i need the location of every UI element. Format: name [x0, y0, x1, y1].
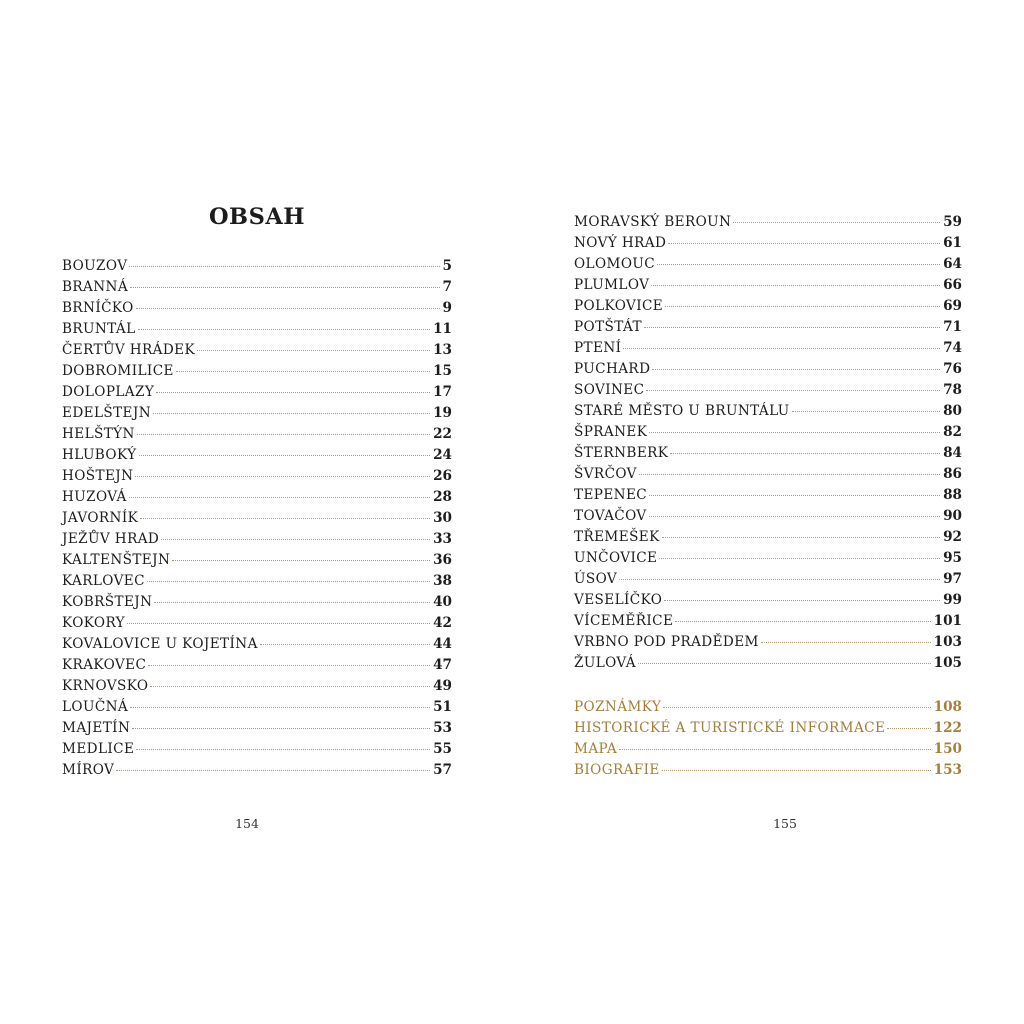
- dot-leader: [761, 642, 931, 643]
- toc-entry-title: KOBRŠTEJN: [62, 594, 153, 610]
- toc-entry-page-number: 95: [943, 550, 962, 566]
- dot-leader: [649, 495, 940, 496]
- dot-leader: [127, 623, 430, 624]
- toc-entry-page-number: 9: [442, 300, 452, 316]
- toc-entry-page-number: 82: [943, 424, 962, 440]
- dot-leader: [148, 665, 430, 666]
- toc-entry[interactable]: [574, 697, 962, 718]
- toc-entry[interactable]: [62, 571, 452, 592]
- toc-entry-title: ŠTERNBERK: [574, 445, 669, 461]
- toc-entry[interactable]: [574, 233, 962, 254]
- toc-entry-page-number: 57: [433, 762, 452, 778]
- toc-entry-title: BRANNÁ: [62, 279, 129, 295]
- toc-entry-title: PUCHARD: [574, 361, 651, 377]
- toc-entry-page-number: 69: [943, 298, 962, 314]
- dot-leader: [153, 413, 430, 414]
- toc-entry-title: BIOGRAFIE: [574, 762, 660, 778]
- dot-leader: [260, 644, 430, 645]
- toc-entry-title: UNČOVICE: [574, 550, 658, 566]
- dot-leader: [154, 602, 430, 603]
- toc-entry[interactable]: [62, 382, 452, 403]
- dot-leader: [139, 455, 431, 456]
- dot-leader: [649, 432, 940, 433]
- dot-leader: [135, 476, 430, 477]
- toc-entry[interactable]: [574, 401, 962, 422]
- toc-entry[interactable]: [62, 718, 452, 739]
- toc-entry-title: VRBNO POD PRADĚDEM: [574, 634, 759, 650]
- toc-entry[interactable]: [574, 485, 962, 506]
- toc-entry-page-number: 15: [433, 363, 452, 379]
- dot-leader: [623, 348, 940, 349]
- toc-entry[interactable]: [574, 296, 962, 317]
- toc-entry-title: HUZOVÁ: [62, 489, 127, 505]
- toc-entry-title: HISTORICKÉ A TURISTICKÉ INFORMACE: [574, 720, 886, 736]
- toc-entry-title: DOBROMILICE: [62, 363, 174, 379]
- toc-entry-title: KRAKOVEC: [62, 657, 147, 673]
- toc-entry-page-number: 71: [943, 319, 962, 335]
- toc-entry[interactable]: [574, 739, 962, 760]
- toc-entry[interactable]: [62, 508, 452, 529]
- toc-entry[interactable]: [574, 380, 962, 401]
- toc-list-appendix: [574, 697, 962, 781]
- toc-entry[interactable]: [574, 254, 962, 275]
- toc-entry-title: POTŠTÁT: [574, 319, 642, 335]
- toc-entry-page-number: 74: [943, 340, 962, 356]
- dot-leader: [662, 770, 931, 771]
- toc-entry-page-number: 92: [943, 529, 962, 545]
- toc-entry-page-number: 105: [933, 655, 962, 671]
- toc-entry-page-number: 59: [943, 214, 962, 230]
- toc-entry[interactable]: [574, 443, 962, 464]
- toc-entry[interactable]: [574, 653, 962, 674]
- dot-leader: [646, 390, 940, 391]
- dot-leader: [619, 749, 931, 750]
- toc-entry[interactable]: [574, 569, 962, 590]
- toc-entry[interactable]: [574, 212, 962, 233]
- toc-entry-page-number: 22: [433, 426, 452, 442]
- toc-entry-title: NOVÝ HRAD: [574, 235, 667, 251]
- toc-entry[interactable]: [62, 466, 452, 487]
- toc-entry-page-number: 103: [933, 634, 962, 650]
- toc-entry-page-number: 122: [933, 720, 962, 736]
- toc-entry-page-number: 64: [943, 256, 962, 272]
- dot-leader: [644, 327, 940, 328]
- toc-entry-page-number: 26: [433, 468, 452, 484]
- page-number-right: 155: [773, 816, 797, 831]
- toc-entry-page-number: 5: [442, 258, 452, 274]
- toc-entry-title: ŠPRANEK: [574, 424, 648, 440]
- toc-entry-page-number: 38: [433, 573, 452, 589]
- toc-entry-page-number: 24: [433, 447, 452, 463]
- toc-entry[interactable]: [62, 697, 452, 718]
- dot-leader: [132, 728, 430, 729]
- toc-entry-title: KARLOVEC: [62, 573, 145, 589]
- toc-entry[interactable]: [62, 319, 452, 340]
- toc-entry-title: MEDLICE: [62, 741, 135, 757]
- dot-leader: [887, 728, 930, 729]
- dot-leader: [657, 264, 940, 265]
- toc-entry-page-number: 76: [943, 361, 962, 377]
- dot-leader: [663, 707, 930, 708]
- toc-entry[interactable]: [62, 676, 452, 697]
- toc-entry-page-number: 30: [433, 510, 452, 526]
- toc-entry-page-number: 11: [433, 321, 452, 337]
- dot-leader: [197, 350, 430, 351]
- toc-entry-title: MORAVSKÝ BEROUN: [574, 214, 732, 230]
- toc-entry-title: HOŠTEJN: [62, 468, 134, 484]
- toc-entry[interactable]: [574, 718, 962, 739]
- dot-leader: [136, 749, 430, 750]
- toc-entry-title: JEŽŮV HRAD: [62, 531, 160, 547]
- toc-entry-title: ČERTŮV HRÁDEK: [62, 342, 196, 358]
- toc-entry-page-number: 80: [943, 403, 962, 419]
- toc-entry[interactable]: [62, 529, 452, 550]
- dot-leader: [733, 222, 940, 223]
- toc-entry-title: DOLOPLAZY: [62, 384, 155, 400]
- toc-entry[interactable]: [574, 548, 962, 569]
- dot-leader: [156, 392, 430, 393]
- toc-entry-title: BOUZOV: [62, 258, 128, 274]
- toc-entry[interactable]: [574, 275, 962, 296]
- toc-entry-title: KOKORY: [62, 615, 126, 631]
- toc-entry[interactable]: [574, 359, 962, 380]
- toc-entry[interactable]: [62, 550, 452, 571]
- toc-entry-page-number: 13: [433, 342, 452, 358]
- toc-entry-title: KALTENŠTEJN: [62, 552, 171, 568]
- toc-entry-page-number: 86: [943, 466, 962, 482]
- dot-leader: [161, 539, 430, 540]
- dot-leader: [649, 516, 940, 517]
- dot-leader: [619, 579, 940, 580]
- toc-entry-title: MÍROV: [62, 762, 115, 778]
- toc-entry[interactable]: [62, 340, 452, 361]
- toc-entry-title: ŽULOVÁ: [574, 655, 636, 671]
- toc-entry-page-number: 88: [943, 487, 962, 503]
- toc-entry-page-number: 51: [433, 699, 452, 715]
- dot-leader: [670, 453, 940, 454]
- toc-entry-page-number: 40: [433, 594, 452, 610]
- dot-leader: [792, 411, 940, 412]
- dot-leader: [129, 497, 430, 498]
- toc-entry-page-number: 53: [433, 720, 452, 736]
- toc-entry[interactable]: [62, 487, 452, 508]
- toc-entry-title: PTENÍ: [574, 340, 622, 356]
- toc-entry-title: MAPA: [574, 741, 618, 757]
- toc-entry-page-number: 55: [433, 741, 452, 757]
- toc-entry-title: MAJETÍN: [62, 720, 131, 736]
- toc-entry-page-number: 108: [933, 699, 962, 715]
- toc-entry[interactable]: [62, 634, 452, 655]
- toc-entry-title: PLUMLOV: [574, 277, 650, 293]
- toc-entry-title: OLOMOUC: [574, 256, 656, 272]
- toc-list-left: [62, 256, 452, 781]
- dot-leader: [130, 707, 430, 708]
- dot-leader: [665, 306, 940, 307]
- dot-leader: [129, 266, 439, 267]
- dot-leader: [137, 434, 430, 435]
- toc-entry-title: STARÉ MĚSTO U BRUNTÁLU: [574, 403, 790, 419]
- dot-leader: [664, 600, 940, 601]
- toc-entry-title: BRUNTÁL: [62, 321, 136, 337]
- toc-entry-page-number: 7: [442, 279, 452, 295]
- dot-leader: [651, 285, 940, 286]
- toc-entry[interactable]: [62, 655, 452, 676]
- toc-entry-title: JAVORNÍK: [62, 510, 139, 526]
- toc-entry-title: ŠVRČOV: [574, 466, 637, 482]
- dot-leader: [116, 770, 430, 771]
- toc-entry-page-number: 36: [433, 552, 452, 568]
- toc-entry-title: ÚSOV: [574, 571, 618, 587]
- toc-entry-title: TŘEMEŠEK: [574, 529, 660, 545]
- dot-leader: [140, 518, 430, 519]
- toc-entry[interactable]: [574, 527, 962, 548]
- toc-entry-title: KOVALOVICE U KOJETÍNA: [62, 636, 258, 652]
- toc-entry-page-number: 42: [433, 615, 452, 631]
- toc-entry-title: HLUBOKÝ: [62, 447, 137, 463]
- toc-entry-title: EDELŠTEJN: [62, 405, 152, 421]
- toc-entry[interactable]: [574, 590, 962, 611]
- toc-entry-page-number: 66: [943, 277, 962, 293]
- toc-entry-page-number: 97: [943, 571, 962, 587]
- toc-entry-page-number: 47: [433, 657, 452, 673]
- toc-entry[interactable]: [62, 403, 452, 424]
- toc-entry[interactable]: [574, 338, 962, 359]
- toc-entry-page-number: 153: [933, 762, 962, 778]
- page-number-left: 154: [235, 816, 259, 831]
- toc-entry-page-number: 44: [433, 636, 452, 652]
- dot-leader: [639, 474, 940, 475]
- dot-leader: [172, 560, 430, 561]
- page-title: OBSAH: [208, 204, 306, 230]
- toc-entry-page-number: 84: [943, 445, 962, 461]
- toc-list-right: [574, 212, 962, 674]
- toc-entry-title: SOVINEC: [574, 382, 645, 398]
- toc-entry[interactable]: [62, 739, 452, 760]
- toc-entry[interactable]: [574, 611, 962, 632]
- toc-entry[interactable]: [62, 613, 452, 634]
- toc-entry[interactable]: [62, 361, 452, 382]
- toc-entry-page-number: 17: [433, 384, 452, 400]
- dot-leader: [150, 686, 430, 687]
- toc-entry[interactable]: [62, 424, 452, 445]
- toc-entry[interactable]: [62, 592, 452, 613]
- toc-entry[interactable]: [574, 317, 962, 338]
- dot-leader: [176, 371, 430, 372]
- toc-entry-title: POZNÁMKY: [574, 699, 662, 715]
- toc-entry[interactable]: [574, 506, 962, 527]
- toc-entry[interactable]: [62, 760, 452, 781]
- toc-entry-title: TEPENEC: [574, 487, 648, 503]
- toc-entry-page-number: 49: [433, 678, 452, 694]
- toc-entry-title: POLKOVICE: [574, 298, 664, 314]
- toc-entry-page-number: 101: [933, 613, 962, 629]
- dot-leader: [136, 308, 440, 309]
- toc-entry[interactable]: [62, 256, 452, 277]
- toc-entry-page-number: 61: [943, 235, 962, 251]
- toc-entry-title: KRNOVSKO: [62, 678, 149, 694]
- dot-leader: [675, 621, 930, 622]
- dot-leader: [638, 663, 931, 664]
- toc-entry-title: BRNÍČKO: [62, 300, 134, 316]
- toc-entry-title: TOVAČOV: [574, 508, 647, 524]
- dot-leader: [130, 287, 439, 288]
- toc-entry-page-number: 78: [943, 382, 962, 398]
- toc-entry[interactable]: [574, 464, 962, 485]
- toc-entry-page-number: 28: [433, 489, 452, 505]
- dot-leader: [662, 537, 940, 538]
- toc-entry[interactable]: [574, 760, 962, 781]
- toc-entry-title: LOUČNÁ: [62, 699, 129, 715]
- toc-entry[interactable]: [574, 422, 962, 443]
- dot-leader: [138, 329, 431, 330]
- toc-entry-page-number: 99: [943, 592, 962, 608]
- toc-entry-page-number: 19: [433, 405, 452, 421]
- right-page: [512, 0, 1024, 1024]
- toc-entry-page-number: 90: [943, 508, 962, 524]
- toc-entry-title: HELŠTÝN: [62, 426, 135, 442]
- dot-leader: [652, 369, 940, 370]
- toc-entry[interactable]: [62, 445, 452, 466]
- toc-entry[interactable]: [62, 277, 452, 298]
- toc-entry-title: VESELÍČKO: [574, 592, 663, 608]
- toc-entry[interactable]: [62, 298, 452, 319]
- toc-entry-page-number: 33: [433, 531, 452, 547]
- toc-entry[interactable]: [574, 632, 962, 653]
- toc-entry-title: VÍCEMĚŘICE: [574, 613, 674, 629]
- dot-leader: [147, 581, 430, 582]
- dot-leader: [659, 558, 940, 559]
- dot-leader: [668, 243, 940, 244]
- toc-entry-page-number: 150: [933, 741, 962, 757]
